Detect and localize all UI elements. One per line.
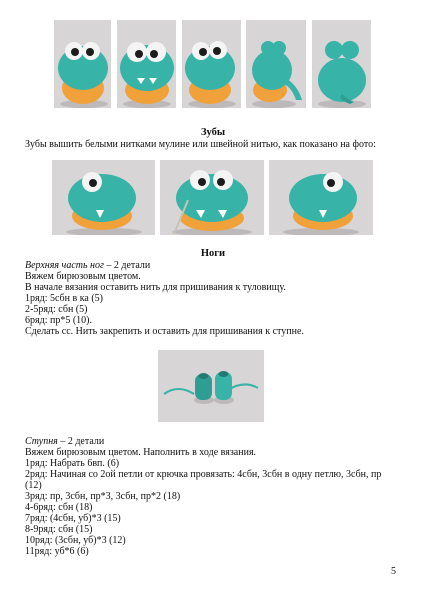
teeth-heading: Зубы [200,127,226,138]
toy-side-image [246,20,306,108]
foot-line: 2ряд: Начиная со 2ой петли от крючка провязать: 4сбн, 3сбн в одну петлю, 3сбн, пр [25,469,382,480]
legs-upper-line: Вяжем бирюзовым цветом. [25,271,141,282]
teeth-right-image [269,160,373,235]
legs-upper-line: 6ряд: пр*5 (10). [25,315,92,326]
toy-face-image [117,20,176,108]
foot-line: 8-9ряд: сбн (15) [25,524,93,535]
photo-toy-front [54,20,111,108]
foot-line: 10ряд: (3сбн, уб)*3 (12) [25,535,126,546]
photo-teeth-front [160,160,264,235]
photo-toy-three-quarter [182,20,241,108]
foot-line: (12) [25,480,42,491]
foot-line: 7ряд: (4сбн, уб)*3 (15) [25,513,121,524]
photo-teeth-right [269,160,373,235]
foot-line: 4-6ряд: сбн (18) [25,502,93,513]
legs-upper-title: Верхняя часть ног [25,260,104,271]
legs-upper-line: 2-5ряд: сбн (5) [25,304,88,315]
photo-upper-legs [158,350,264,422]
foot-line: Вяжем бирюзовым цветом. Наполнить в ходе вязания. [25,447,257,458]
legs-upper-title-line [25,260,405,271]
legs-upper-line: Сделать сс. Нить закрепить и оставить для пришивания к ступне. [25,326,304,337]
legs-upper-count: – 2 детали [103,260,151,271]
teeth-instruction: Зубы вышить белыми нитками мулине или швейной нитью, как показано на фото: [25,139,376,150]
photo-toy-side [246,20,306,108]
page-number: 5 [391,566,396,577]
foot-count: – 2 детали [57,436,105,447]
teeth-left-image [52,160,155,235]
foot-line: 3ряд: пр, 3сбн, пр*3, 3сбн, пр*2 (18) [25,491,181,502]
teeth-front-image [160,160,264,235]
foot-title: Ступня [25,436,58,447]
foot-title-line [25,436,405,447]
legs-upper-line: 1ряд: 5сбн в ка (5) [25,293,103,304]
toy-three-quarter-image [182,20,241,108]
toy-back-image [312,20,371,108]
foot-line: 11ряд: уб*6 (6) [25,546,89,557]
toy-front-image [54,20,111,108]
photo-toy-face [117,20,176,108]
foot-line: 1ряд: Набрать 6вп. (6) [25,458,120,469]
legs-heading: Ноги [200,248,226,259]
photo-toy-back [312,20,371,108]
upper-legs-image [158,350,264,422]
legs-upper-line: В начале вязания оставить нить для пришивания к туловищу. [25,282,286,293]
photo-teeth-left [52,160,155,235]
